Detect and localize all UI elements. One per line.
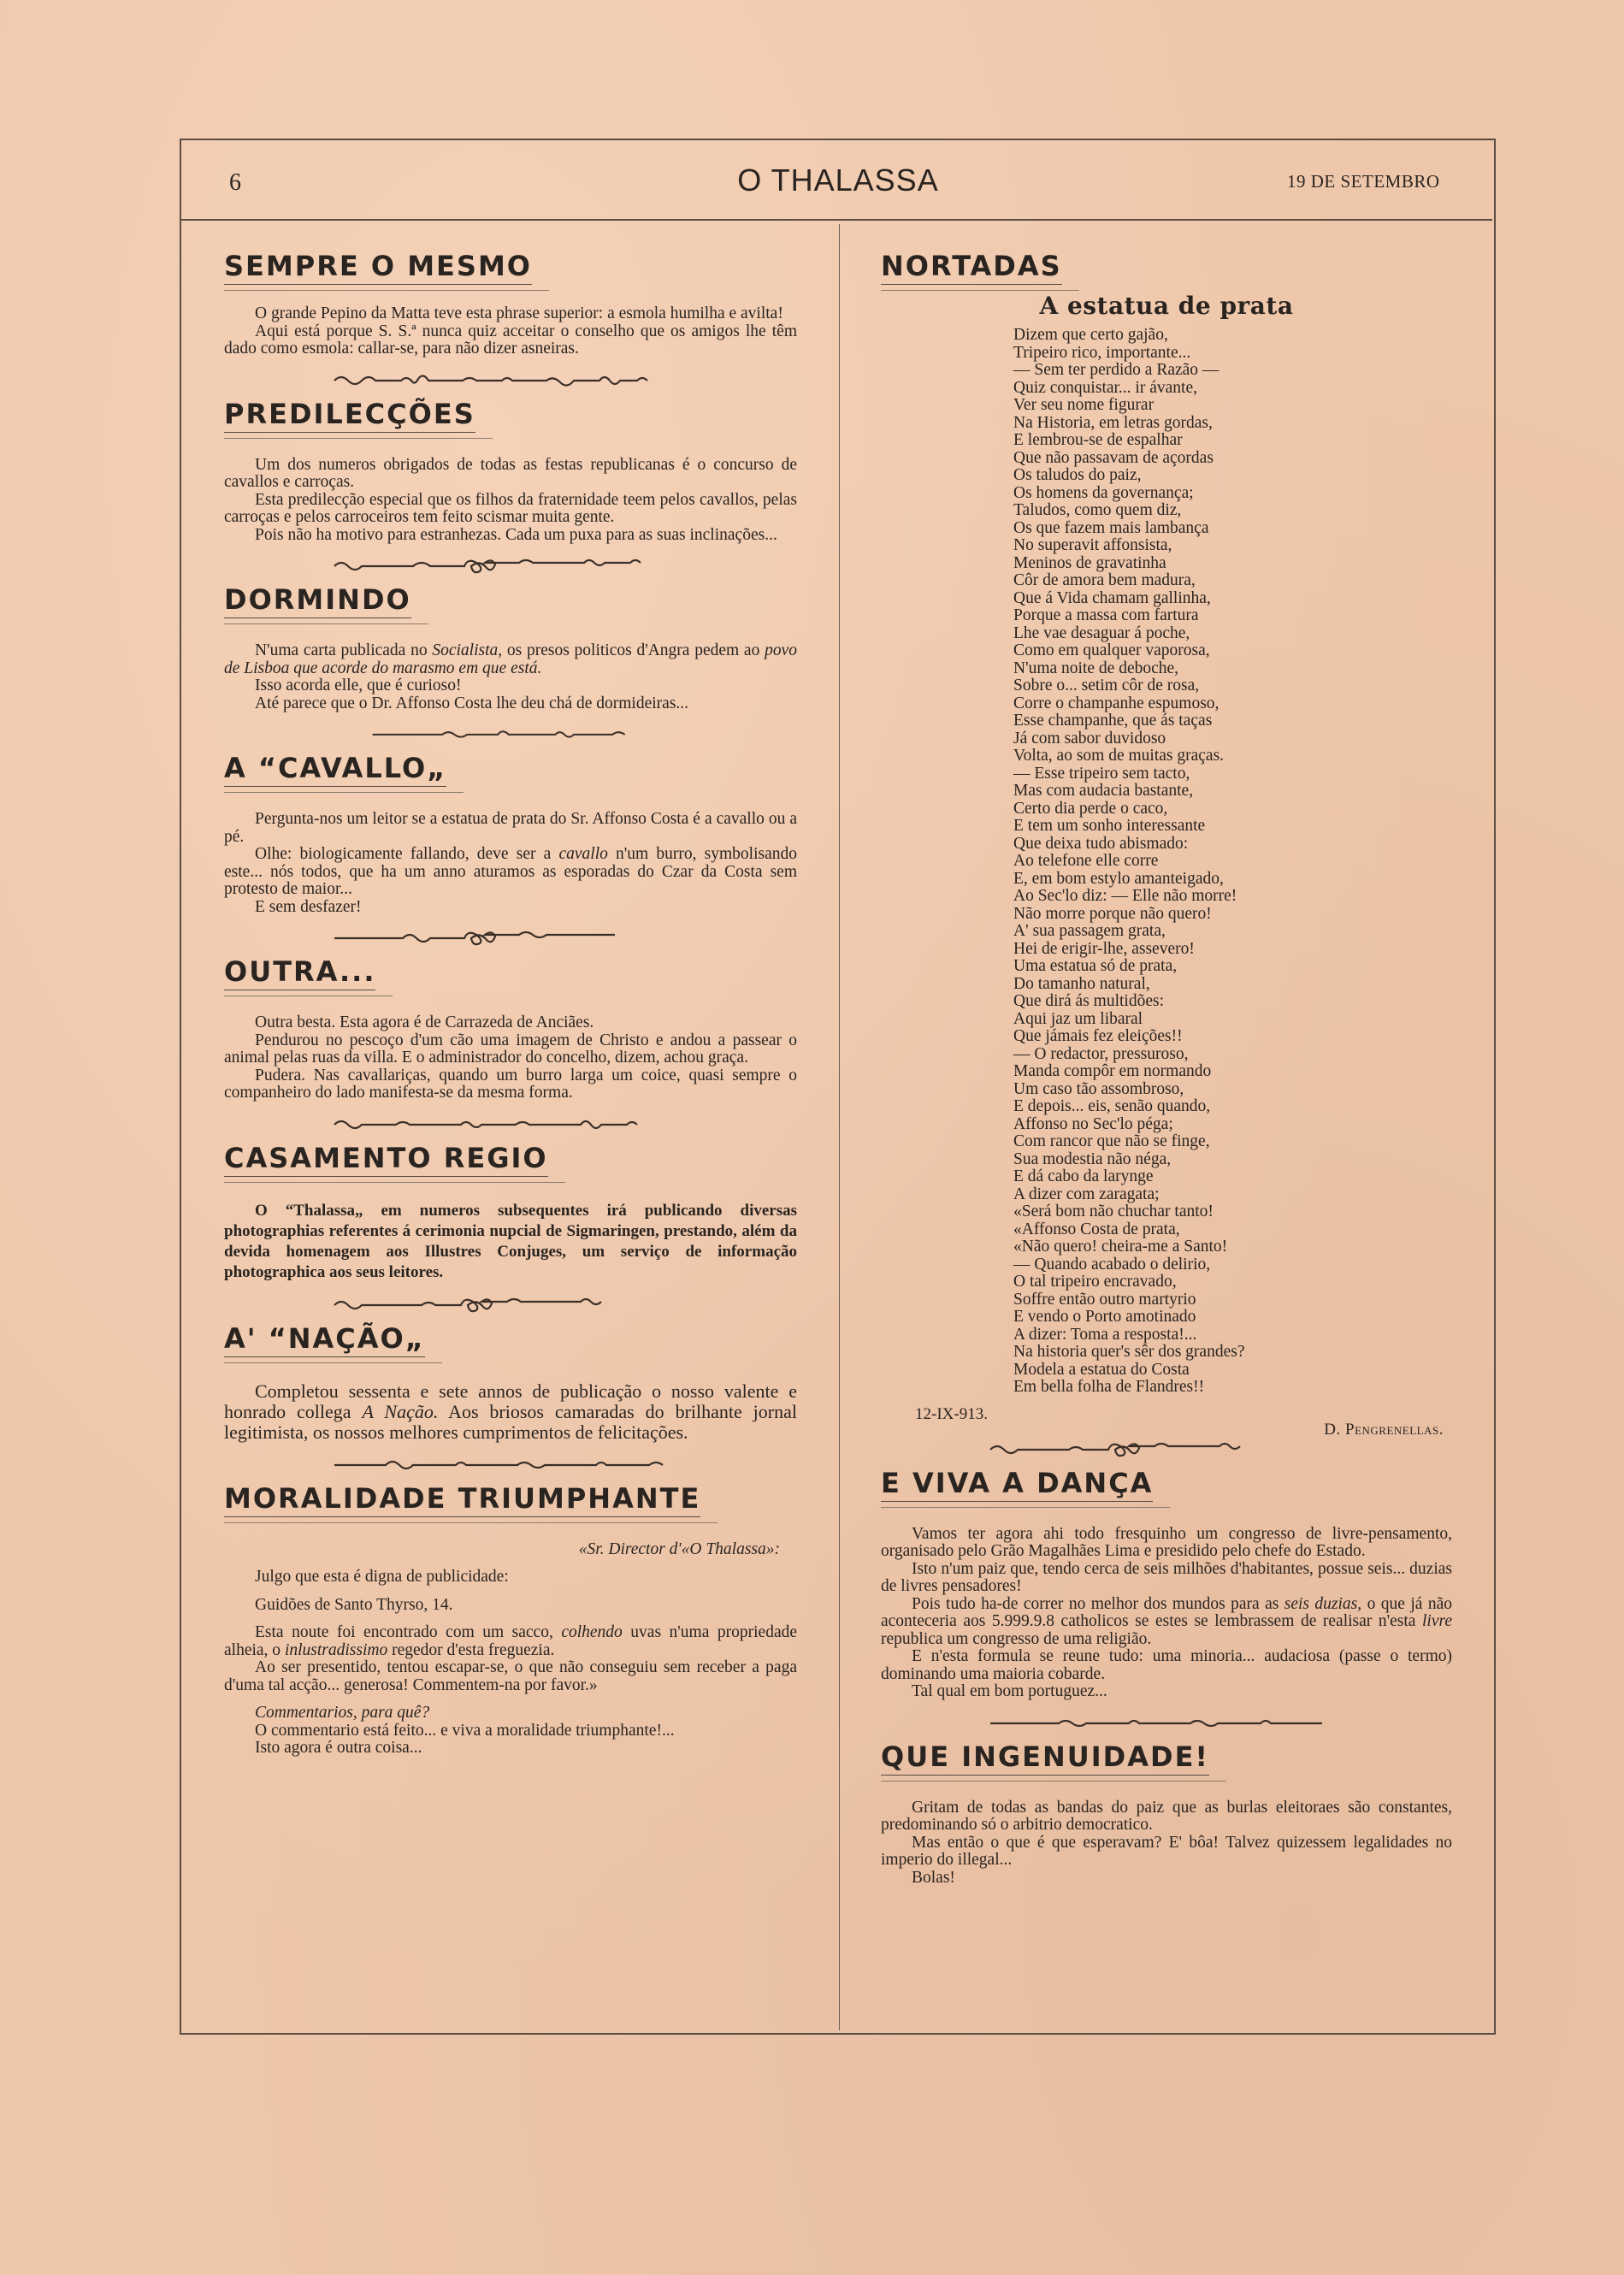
poem-verse: Um caso tão assombroso,	[1013, 1079, 1184, 1098]
poem-verse: N'uma noite de deboche,	[1013, 659, 1179, 677]
poem-verse: O tal tripeiro encravado,	[1013, 1273, 1177, 1291]
paragraph: Julgo que esta é digna de publicidade:	[255, 1568, 509, 1586]
article-nacao	[224, 1322, 797, 1474]
poem-verse: Meninos de gravatinha	[1013, 553, 1166, 572]
poem-verse: «Affonso Costa de prata,	[1013, 1220, 1180, 1238]
poem-verse: — O redactor, pressuroso,	[1013, 1044, 1189, 1063]
poem-verse: Sobre o... setim côr de rosa,	[1013, 677, 1200, 694]
paragraph: Pudera. Nas cavallariças, quando um burro larga um coice, quasi sempre o companheiro do lado manifesta-se da mesma forma.	[224, 1066, 797, 1102]
poem-verse: — Esse tripeiro sem tacto,	[1013, 764, 1190, 783]
ornament-divider	[331, 1455, 690, 1474]
article-ingenuidade	[881, 1740, 1452, 1888]
signature-row	[881, 1397, 1452, 1439]
paragraph: Gritam de todas as bandas do paiz que as burlas eleitoraes são constantes, predominando só o arbitrio democratico.	[881, 1798, 1452, 1834]
paragraph: Isto agora é outra coisa...	[255, 1739, 422, 1757]
article-sempre	[224, 250, 797, 389]
poem-verse: Hei de erigir-lhe, assevero!	[1013, 939, 1195, 958]
author-signature: D. Pengrenellas.	[1324, 1420, 1444, 1439]
paragraph: Ao ser presentido, tentou escapar-se, o que não conseguiu sem receber a paga d'uma tal acção... generosa! Commentem-na por favor.»	[224, 1658, 797, 1694]
poem-verse: A dizer com zaragata;	[1013, 1185, 1160, 1203]
article-nortadas	[881, 250, 1452, 1458]
article-title: QUE INGENUIDADE!	[881, 1740, 1209, 1776]
poem-verse: Que não passavam de açordas	[1013, 448, 1214, 467]
paragraph: N'uma carta publicada no Socialista, os presos politicos d'Angra pedem ao povo de Lisboa que acorde do marasmo em que está.	[224, 641, 797, 677]
article-title: SEMPRE O MESMO	[224, 250, 532, 285]
paragraph: Pois não ha motivo para estranhezas. Cada um puxa para as suas inclinações...	[255, 525, 777, 544]
paragraph: O commentario está feito... e viva a moralidade triumphante!...	[255, 1721, 675, 1740]
poem-verse: Esse champanhe, que ás taças	[1013, 712, 1213, 730]
ornament-divider	[331, 928, 690, 947]
poem-verse: Soffre então outro martyrio	[1013, 1290, 1196, 1309]
page-number: 6	[229, 169, 241, 196]
poem-verse: Volta, ao som de muitas graças.	[1013, 747, 1225, 765]
poem-verse: Affonso no Sec'lo péga;	[1013, 1114, 1173, 1133]
poem-verse: E, em bom estylo amanteigado,	[1013, 869, 1224, 888]
right-column	[881, 250, 1452, 1887]
column-divider	[839, 224, 840, 2030]
poem-verse: «Será bom não chuchar tanto!	[1013, 1202, 1214, 1220]
paragraph: Aqui está porque S. S.ª nunca quiz acceitar o conselho que os amigos lhe têm dado como esmola: callar-se, para não dizer asneiras.	[224, 322, 797, 358]
poem-verse: Côr de amora bem madura,	[1013, 571, 1196, 589]
poem-verse: Na Historia, em letras gordas,	[1013, 413, 1213, 432]
article-moralidade	[224, 1482, 797, 1758]
poem-verse: E dá cabo da larynge	[1013, 1167, 1154, 1185]
poem-verse: Uma estatua só de prata,	[1013, 957, 1178, 975]
ornament-divider	[331, 556, 690, 575]
header-rule	[181, 219, 1492, 221]
poem-verse: E tem um sonho interessante	[1013, 817, 1206, 835]
poem	[1013, 327, 1452, 1397]
paragraph: Isso acorda elle, que é curioso!	[255, 677, 462, 694]
poem-verse: Em bella folha de Flandres!!	[1013, 1378, 1205, 1396]
poem-verse: Dizem que certo gajão,	[1013, 326, 1168, 344]
poem-verse: Corre o champanhe espumoso,	[1013, 694, 1219, 712]
poem-verse: Manda compôr em normando	[1013, 1062, 1212, 1080]
article-title: MORALIDADE TRIUMPHANTE	[224, 1482, 700, 1517]
poem-verse: Os que fazem mais lambança	[1013, 518, 1209, 537]
ornament-divider	[987, 1713, 1346, 1732]
article-title: CASAMENTO REGIO	[224, 1142, 548, 1177]
poem-verse: «Não quero! cheira-me a Santo!	[1013, 1238, 1228, 1256]
paragraph: O “Thalassa„ em numeros subsequentes irá publicando diversas photographias referentes á cerimonia nupcial de Sigmaringen, prestando, além da devida homenagem aos Illustres Conjuges, um serviço de informação photographica aos seus leitores.	[224, 1201, 797, 1281]
article-danca	[881, 1467, 1452, 1732]
poem-verse: A dizer: Toma a resposta!...	[1013, 1325, 1197, 1344]
poem-verse: Os taludos do paiz,	[1013, 466, 1142, 484]
left-column	[224, 250, 797, 1758]
paragraph: Isto n'um paiz que, tendo cerca de seis milhões d'habitantes, possue seis... duzias de livres pensadores!	[881, 1559, 1452, 1595]
poem-verse: Os homens da governança;	[1013, 483, 1194, 502]
poem-verse: Com rancor que não se finge,	[1013, 1132, 1210, 1150]
article-title: A “CAVALLO„	[224, 752, 446, 787]
ornament-divider	[369, 724, 694, 743]
poem-verse: Já com sabor duvidoso	[1013, 729, 1166, 748]
paragraph: Um dos numeros obrigados de todas as festas republicanas é o concurso de cavallos e carroças.	[224, 455, 797, 491]
paragraph: O grande Pepino da Matta teve esta phrase superior: a esmola humilha e avilta!	[255, 304, 783, 322]
poem-verse: — Quando acabado o delirio,	[1013, 1255, 1211, 1273]
paragraph: E n'esta formula se reune tudo: uma minoria... audaciosa (passe o termo) dominando uma maioria cobarde.	[881, 1647, 1452, 1683]
paragraph: Pergunta-nos um leitor se a estatua de prata do Sr. Affonso Costa é a cavallo ou a pé.	[224, 810, 797, 846]
issue-date: 19 DE SETEMBRO	[1287, 171, 1440, 192]
masthead: O THALASSA	[737, 162, 939, 198]
article-title: PREDILECÇÕES	[224, 398, 475, 433]
article-predileccoes	[224, 398, 797, 576]
paragraph: Guidões de Santo Thyrso, 14.	[255, 1595, 453, 1614]
poem-verse: Que dirá ás multidões:	[1013, 992, 1165, 1010]
poem-title: A estatua de prata	[1039, 292, 1294, 320]
poem-verse: Tripeiro rico, importante...	[1013, 343, 1191, 362]
article-casamento	[224, 1142, 797, 1314]
paragraph: Esta predilecção especial que os filhos da fraternidade teem pelos cavallos, pelas carroças e pelos carroceiros tem feito scismar muita gente.	[224, 490, 797, 526]
poem-verse: E lembrou-se de espalhar	[1013, 431, 1183, 449]
poem-verse: — Sem ter perdido a Razão —	[1013, 361, 1219, 379]
paragraph: E sem desfazer!	[255, 897, 362, 916]
ornament-divider	[331, 370, 690, 389]
poem-verse: Do tamanho natural,	[1013, 974, 1150, 993]
salutation: «Sr. Director d'«O Thalassa»:	[578, 1539, 780, 1558]
poem-verse: Que jámais fez eleições!!	[1013, 1027, 1183, 1045]
poem-verse: Que á Vida chamam gallinha,	[1013, 588, 1211, 607]
poem-verse: Aqui jaz um libaral	[1013, 1009, 1143, 1028]
paragraph: Olhe: biologicamente fallando, deve ser a cavallo n'um burro, symbolisando este... nós todos, que ha um anno aturamos as esporadas do Czar da Costa sem protesto de maior...	[224, 845, 797, 898]
poem-verse: Taludos, como quem diz,	[1013, 501, 1182, 519]
poem-verse: Porque a massa com fartura	[1013, 606, 1199, 624]
poem-verse: No superavit affonsista,	[1013, 536, 1172, 554]
paragraph: Bolas!	[912, 1868, 955, 1887]
article-title: DORMINDO	[224, 583, 411, 618]
paragraph: Completou sessenta e sete annos de publicação o nosso valente e honrado collega A Nação. Aos briosos camaradas do brilhante jornal legitimista, os nossos melhores cumprimentos de felicitações.	[224, 1380, 797, 1443]
paragraph: Esta noute foi encontrado com um sacco, colhendo uvas n'uma propriedade alheia, o inlustradissimo regedor d'esta freguezia.	[224, 1623, 797, 1659]
paragraph: Pois tudo ha-de correr no melhor dos mundos para as seis duzias, o que já não aconteceria aos 5.999.9.8 catholicos se estes se lembrassem de realisar n'esta livre republica um congresso de uma religião.	[881, 1594, 1452, 1648]
paragraph: Outra besta. Esta agora é de Carrazeda de Anciães.	[255, 1013, 594, 1031]
poem-verse: E depois... eis, senão quando,	[1013, 1097, 1211, 1115]
poem-verse: Modela a estatua do Costa	[1013, 1360, 1190, 1379]
paragraph: Pendurou no pescoço d'um cão uma imagem de Christo e andou a passear o animal pelas ruas da villa. E o administrador do concelho, dizem, achou graça.	[224, 1031, 797, 1067]
paragraph: Tal qual em bom portuguez...	[912, 1682, 1107, 1700]
article-title: OUTRA...	[224, 955, 375, 990]
article-title: E VIVA A DANÇA	[881, 1467, 1153, 1502]
poem-verse: Como em qualquer vaporosa,	[1013, 641, 1210, 659]
poem-verse: Certo dia perde o caco,	[1013, 799, 1168, 818]
poem-verse: Quiz conquistar... ir ávante,	[1013, 378, 1197, 397]
article-title: A' “NAÇÃO„	[224, 1322, 425, 1357]
ornament-divider	[331, 1114, 690, 1133]
poem-date: 12-IX-913.	[915, 1404, 988, 1423]
poem-verse: E vendo o Porto amotinado	[1013, 1308, 1196, 1326]
article-outra	[224, 955, 797, 1133]
paragraph: Commentarios, para quê?	[255, 1704, 430, 1722]
article-cavallo	[224, 752, 797, 947]
poem-verse: A' sua passagem grata,	[1013, 922, 1166, 940]
article-title: NORTADAS	[881, 250, 1062, 285]
ornament-divider	[987, 1439, 1346, 1458]
poem-verse: Que deixa tudo abismado:	[1013, 834, 1189, 853]
poem-verse: Ao telefone elle corre	[1013, 852, 1159, 870]
poem-verse: Lhe vae desaguar á poche,	[1013, 623, 1190, 642]
article-dormindo	[224, 583, 797, 743]
ornament-divider	[331, 1295, 690, 1314]
poem-verse: Ao Sec'lo diz: — Elle não morre!	[1013, 887, 1237, 905]
paragraph: Mas então o que é que esperavam? E' bôa! Talvez quizessem legalidades no imperio do illegal...	[881, 1833, 1452, 1869]
poem-verse: Ver seu nome figurar	[1013, 396, 1155, 414]
poem-verse: Não morre porque não quero!	[1013, 904, 1212, 923]
poem-verse: Sua modestia não néga,	[1013, 1149, 1172, 1168]
paragraph: Até parece que o Dr. Affonso Costa lhe deu chá de dormideiras...	[255, 694, 689, 712]
paragraph: Vamos ter agora ahi todo fresquinho um congresso de livre-pensamento, organisado pelo Grão Magalhães Lima e presidido pelo chefe do Estado.	[881, 1524, 1452, 1560]
poem-verse: Na historia quer's sêr dos grandes?	[1013, 1343, 1245, 1361]
poem-verse: Mas com audacia bastante,	[1013, 782, 1194, 800]
